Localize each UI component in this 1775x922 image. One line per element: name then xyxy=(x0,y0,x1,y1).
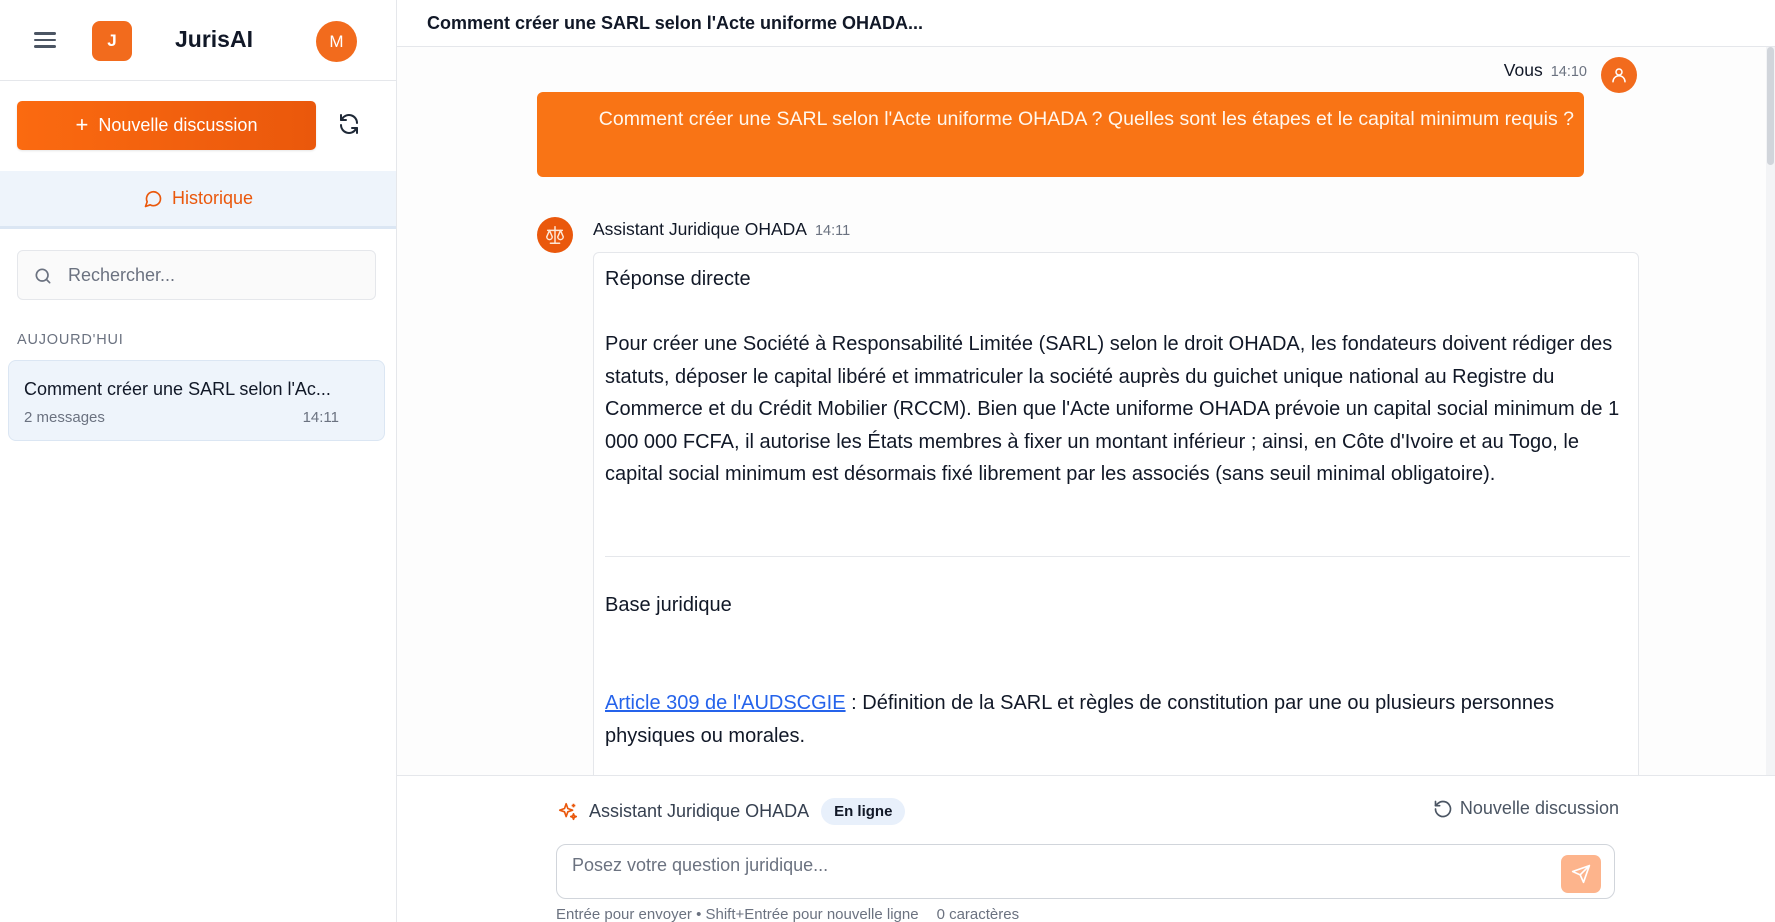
character-count: 0 caractères xyxy=(936,906,1020,922)
scrollbar-thumb[interactable] xyxy=(1767,47,1774,165)
composer-assistant-name: Assistant Juridique OHADA xyxy=(589,801,810,821)
assistant-message-card xyxy=(593,252,1639,782)
legal-basis-paragraph xyxy=(605,687,1630,752)
refresh-icon[interactable] xyxy=(337,112,365,140)
rotate-ccw-icon xyxy=(1433,799,1453,819)
answer-paragraph: Pour créer une Société à Responsabilité Limitée (SARL) selon le droit OHADA, les fondateurs doivent rédiger des statuts, déposer le capital libéré et immatriculer la société auprès du guichet unique national au Registre du Commerce et du Crédit Mobilier (RCCM). Bien que l'Acte uniforme OHADA prévoie un capital social minimum de 1 000 000 FCFA, il autorise les États membres à fixer un montant inférieur ; ainsi, en Côte d'Ivoire et au Togo, le capital social minimum est désormais fixé librement par les associés (sans seuil minimal obligatoire). xyxy=(605,333,1620,485)
send-button[interactable] xyxy=(1561,855,1601,893)
section-label-today: AUJOURD'HUI xyxy=(17,332,124,348)
question-input-wrapper xyxy=(556,844,1615,899)
user-message-author: Vous xyxy=(1503,60,1543,80)
scales-icon xyxy=(544,224,566,246)
chat-header xyxy=(397,0,1775,47)
answer-heading-direct: Réponse directe xyxy=(605,268,751,290)
assistant-message-author: Assistant Juridique OHADA xyxy=(593,219,807,239)
status-badge: En ligne xyxy=(821,798,905,825)
search-box xyxy=(17,250,376,300)
chat-main xyxy=(397,0,1775,922)
search-input[interactable] xyxy=(68,251,368,299)
legal-basis-text: : Définition de la SARL et règles de constitution par une ou plusieurs personnes physiques ou morales. xyxy=(605,692,1555,747)
answer-heading-legal-basis: Base juridique xyxy=(605,594,732,616)
chat-title: Comment créer une SARL selon l'Acte uniforme OHADA... xyxy=(427,13,924,33)
sparkles-icon xyxy=(557,801,579,823)
sidebar xyxy=(0,0,397,922)
new-discussion-button[interactable] xyxy=(17,101,316,150)
composer xyxy=(397,775,1775,922)
keyboard-hint: Entrée pour envoyer • Shift+Entrée pour nouvelle ligne xyxy=(556,906,919,922)
app-logo: J xyxy=(92,21,132,61)
sidebar-header xyxy=(0,0,396,81)
composer-hint xyxy=(556,906,1019,922)
conversation-message-count: 2 messages xyxy=(24,409,105,426)
hamburger-menu-icon[interactable] xyxy=(31,28,59,54)
question-input[interactable] xyxy=(572,855,1552,889)
conversation-time: 14:11 xyxy=(302,409,339,426)
assistant-status-row xyxy=(557,798,905,825)
reset-discussion-button[interactable] xyxy=(1433,798,1619,819)
reset-discussion-label: Nouvelle discussion xyxy=(1459,798,1619,818)
send-icon xyxy=(1571,864,1591,884)
app-name: JurisAI xyxy=(175,26,253,52)
new-discussion-label: Nouvelle discussion xyxy=(98,115,258,135)
tab-history-label: Historique xyxy=(171,188,254,208)
user-message-bubble: Comment créer une SARL selon l'Acte uniforme OHADA ? Quelles sont les étapes et le capital minimum requis ? xyxy=(537,92,1584,177)
conversation-item[interactable] xyxy=(8,360,385,441)
assistant-message-time: 14:11 xyxy=(814,223,851,239)
search-icon xyxy=(33,266,53,286)
article-link[interactable]: Article 309 de l'AUDSCGIE xyxy=(605,692,846,714)
assistant-message-meta xyxy=(593,219,850,240)
chat-scrollbar[interactable] xyxy=(1766,47,1775,775)
plus-icon: + xyxy=(75,111,89,137)
user-icon xyxy=(1610,66,1628,84)
user-message-avatar xyxy=(1601,57,1637,93)
answer-divider xyxy=(605,556,1630,557)
tab-history[interactable] xyxy=(0,171,396,229)
chat-bubble-icon xyxy=(143,189,163,209)
user-avatar[interactable]: M xyxy=(316,21,357,62)
user-message-time: 14:10 xyxy=(1550,64,1587,80)
user-message-meta xyxy=(1504,60,1587,81)
assistant-avatar xyxy=(537,217,573,253)
conversation-title: Comment créer une SARL selon l'Ac... xyxy=(24,379,331,399)
